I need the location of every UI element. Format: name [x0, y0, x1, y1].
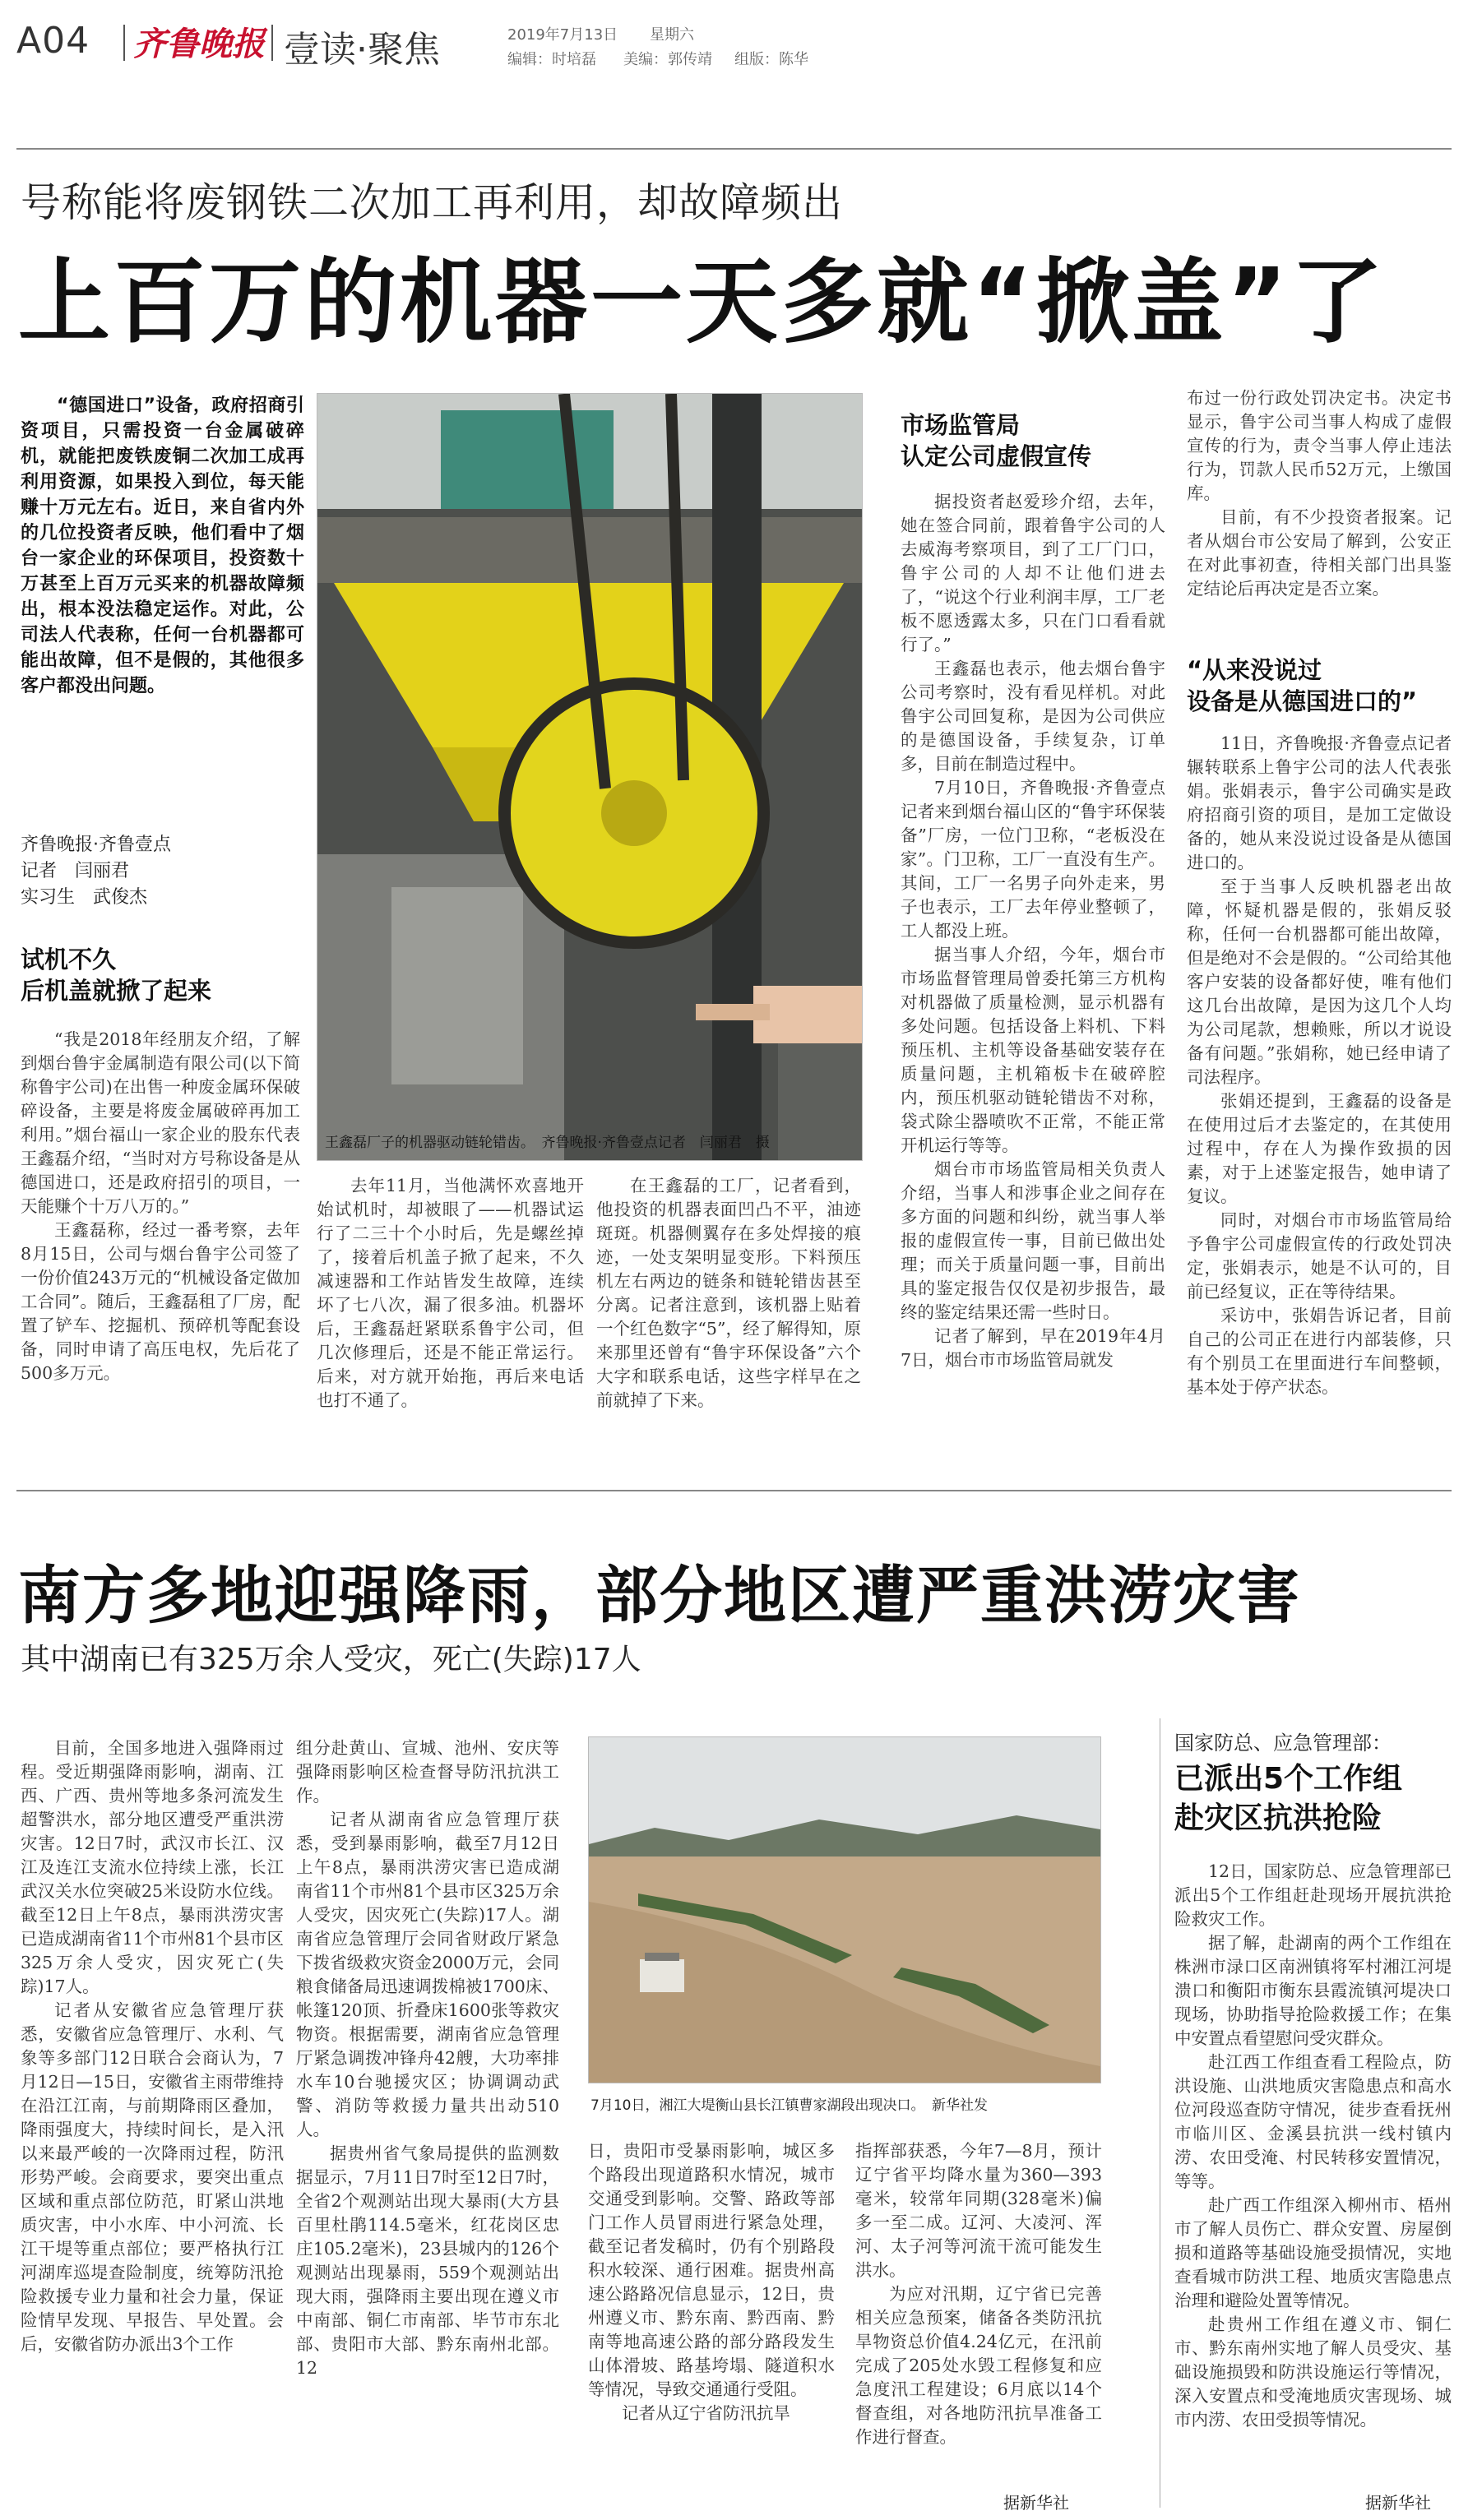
paragraph: 日，贵阳市受暴雨影响，城区多个路段出现道路积水情况，城市交通受到影响。交警、路政等部门工作人员冒雨进行紧急处理，截至记者发稿时，仍有个别路段积水较深、通行困难。据贵州高速公路路况信息显示，12日，贵州遵义市、黔东南、黔西南、黔南等地高速公路的部分路段发生山体滑坡、路基垮塌、隧道积水等情况，导致交通通行受阻。 [588, 2141, 835, 2399]
paragraph: 据了解，赴湖南的两个工作组在株洲市渌口区南洲镇将军村湘江河堤溃口和衡阳市衡东县霞流镇河堤决口现场，协助指导抢险救援工作；在集中安置点看望慰问受灾群众。 [1174, 1933, 1452, 2048]
article2-column-3 [588, 2139, 835, 2513]
paragraph: 去年11月，当他满怀欢喜地开始试机时，却被眼了——机器试运行了二三十个小时后，先是螺丝掉了，接着后机盖子掀了起来，不久减速器和工作站皆发生故障，连续坏了七八次，漏了很多油。机器坏后，王鑫磊赶紧联系鲁宇公司，但几次修理后，还是不能正常运行。后来，对方就开始拖，再后来电话也打不通了。 [317, 1176, 584, 1410]
paragraph: 记者从湖南省应急管理厅获悉，受到暴雨影响，截至7月12日上午8点，暴雨洪涝灾害已造成湖南省11个市州81个县市区325万余人受灾，因灾死亡(失踪)17人。湖南省应急管理厅会同省财政厅紧急下拨省级救灾资金2000万元，会同粮食储备局迅速调拨棉被1700床、帐篷120顶、折叠床1600张等救灾物资。根据需要，湖南省应急管理厅紧急调拨冲锋舟42艘，大功率排水车10台驰援灾区；协调调动武警、消防等救援力量共出动510人。 [296, 1810, 559, 2139]
section-title: 壹读·聚焦 [284, 29, 440, 71]
paragraph: 7月10日，齐鲁晚报·齐鲁壹点记者来到烟台福山区的“鲁宇环保装备”厂房，一位门卫称，“老板没在家”。门卫称，工厂一直没有生产。其间，工厂一名男子向外走来，男子也表示，工厂去年停业整顿了，工人都没上班。 [901, 778, 1165, 941]
sidebar-kicker: 国家防总、应急管理部： [1174, 1732, 1392, 1755]
article2-subhead: 其中湖南已有325万余人受灾，死亡(失踪)17人 [21, 1643, 641, 1676]
page-number: A04 [16, 20, 90, 62]
sidebar-source: 据新华社 [1365, 2493, 1431, 2513]
article1-column-1 [21, 1028, 300, 1462]
paragraph: 布过一份行政处罚决定书。决定书显示，鲁宇公司当事人构成了虚假宣传的行为，责令当事人停止违法行为，罚款人民币52万元，上缴国库。 [1187, 388, 1452, 503]
paragraph: 记者了解到，早在2019年4月7日，烟台市市场监管局就发 [901, 1326, 1165, 1370]
header-rule [16, 148, 1452, 150]
paragraph: 据当事人介绍，今年，烟台市市场监督管理局曾委托第三方机构对机器做了质量检测，显示机器有多处问题。包括设备上料机、下料预压机、主机等设备基础安装存在质量问题，主机箱板卡在破碎腔内，预压机驱动链轮错齿不对称，袋式除尘器喷吹不正常，不能正常开机运行等等。 [901, 945, 1165, 1155]
issue-date: 2019年7月13日 [507, 26, 618, 44]
paragraph: 王鑫磊也表示，他去烟台鲁宇公司考察时，没有看见样机。对此鲁宇公司回复称，是因为公司供应的是德国设备，手续复杂，订单多，目前在制造过程中。 [901, 659, 1165, 774]
article1-kicker: 号称能将废钢铁二次加工再利用，却故障频出 [21, 179, 844, 226]
article2-headline: 南方多地迎强降雨，部分地区遭严重洪涝灾害 [18, 1559, 1301, 1632]
byline-3: 实习生 武俊杰 [21, 887, 148, 908]
paragraph: 指挥部获悉，今年7—8月，预计辽宁省平均降水量为360—393毫米，较常年同期(328毫米)偏多一至二成。辽河、大凌河、浑河、太子河等河流干流可能发生洪水。 [855, 2141, 1102, 2280]
article1-column-4 [901, 490, 1165, 1462]
paragraph: 赴贵州工作组在遵义市、铜仁市、黔东南州实地了解人员受灾、基础设施损毁和防洪设施运行等情况，深入安置点和受淹地质灾害现场、城市内涝、农田受损等情况。 [1174, 2314, 1452, 2430]
paragraph: 同时，对烟台市市场监管局给予鲁宇公司虚假宣传的行政处罚决定，张娟表示，她是不认可的，目前已经复议，正在等待结果。 [1187, 1210, 1452, 1302]
article1-column-3 [596, 1174, 861, 1462]
paragraph: 目前，全国多地进入强降雨过程。受近期强降雨影响，湖南、江西、广西、贵州等地多条河流发生超警洪水，部分地区遭受严重洪涝灾害。12日7时，武汉市长江、汉江及连江支流水位持续上涨，长江武汉关水位突破25米设防水位线。截至12日上午8点，暴雨洪涝灾害已造成湖南省11个市州81个县市区325万余人受灾，因灾死亡(失踪)17人。 [21, 1738, 284, 1996]
paragraph: 据投资者赵爱珍介绍，去年，她在签合同前，跟着鲁宇公司的人去威海考察项目，到了工厂门口，鲁宇公司的人却不让他们进去了，“说这个行业利润丰厚，工厂老板不愿透露太多，只在门口看看就行了。” [901, 492, 1165, 654]
flood-photo [588, 1736, 1101, 2083]
paragraph: 至于当事人反映机器老出故障，怀疑机器是假的，张娟反驳称，任何一台机器都可能出故障，但是绝对不会是假的。“公司给其他客户安装的设备都好使，唯有他们这几台出故障，是因为这几个人均为公司尾款，想赖账，所以才说设备有问题。”张娟称，她已经申请了司法程序。 [1187, 876, 1452, 1087]
article1-column-5 [1187, 386, 1452, 638]
editor-credit: 编辑：时培磊 [507, 51, 596, 68]
paragraph: 记者从辽宁省防汛抗旱 [622, 2403, 790, 2423]
subhead-trial: 试机不久 后机盖就掀了起来 [21, 946, 212, 1005]
article1-column-2 [317, 1174, 584, 1462]
paragraph: 在王鑫磊的工厂，记者看到，他投资的机器表面凹凸不平，油迹斑斑。机器侧翼存在多处焊接的痕迹，一处支架明显变形。下料预压机左右两边的链条和链轮错齿甚至分离。记者注意到，该机器上贴着一个红色数字“5”，经了解得知，原来那里还曾有“鲁宇环保设备”六个大字和联系电话，这些字样早在之前就掉了下来。 [596, 1176, 861, 1410]
article2-column-4 [855, 2139, 1102, 2485]
paragraph: 赴江西工作组查看工程险点，防洪设施、山洪地质灾害隐患点和高水位河段巡查防守情况，徒步查看抚州市临川区、金溪县抗洪一线村镇内涝、农田受淹、村民转移安置情况，等等。 [1174, 2052, 1452, 2191]
subhead-market-regulator: 市场监管局 认定公司虚假宣传 [901, 411, 1092, 470]
paragraph: 为应对汛期，辽宁省已完善相关应急预案，储备各类防汛抗旱物资总价值4.24亿元，在汛前完成了205处水毁工程修复和应急度汛工程建设；6月底以14个督查组，对各地防汛抗旱准备工作进行督查。 [855, 2284, 1102, 2447]
paragraph: 王鑫磊称，经过一番考察，去年8月15日，公司与烟台鲁宇公司签了一份价值243万元的“机械设备定做加工合同”。随后，王鑫磊租了厂房，配置了铲车、挖掘机、预碎机等配套设备，同时申请了高压电权，先后花了500多万元。 [21, 1220, 300, 1383]
paragraph: 组分赴黄山、宣城、池州、安庆等强降雨影响区检查督导防汛抗洪工作。 [296, 1738, 559, 1806]
section-divider [16, 1490, 1452, 1491]
paragraph: 目前，有不少投资者报案。记者从烟台市公安局了解到，公安正在对此事初查，待相关部门出具鉴定结论后再决定是否立案。 [1187, 507, 1452, 599]
paragraph: “我是2018年经朋友介绍，了解到烟台鲁宇金属制造有限公司(以下简称鲁宇公司)在出售一种废金属环保破碎设备，主要是将废金属破碎再加工利用。”烟台福山一家企业的股东代表王鑫磊介绍，“当时对方号称设备是从德国进口，还是政府招引的项目，一天能赚个十万八万的。” [21, 1029, 300, 1216]
machine-photo-illustration [317, 394, 862, 1160]
machine-photo-caption: 王鑫磊厂子的机器驱动链轮错齿。 齐鲁晚报·齐鲁壹点记者 闫丽君 摄 [325, 1135, 770, 1151]
issue-weekday: 星期六 [650, 26, 694, 44]
article1-headline: 上百万的机器一天多就“掀盖”了 [18, 249, 1387, 356]
paragraph: 记者从安徽省应急管理厅获悉，安徽省应急管理厅、水利、气象等多部门12日联合会商认为，7月12日—15日，安徽省主雨带维持在沿江江南，与前期降雨区叠加，降雨强度大，持续时间长，是入汛以来最严峻的一次降雨过程，防汛形势严峻。会商要求，要突出重点区域和重点部位防范，盯紧山洪地质灾害，中小水库、中小河流、长江干堤等重点部位；要严格执行江河湖库巡堤查险制度，统筹防汛抢险救援专业力量和社会力量，保证险情早发现、早报告、早处置。会后，安徽省防办派出3个工作 [21, 2000, 284, 2354]
paragraph: 赴广西工作组深入柳州市、梧州市了解人员伤亡、群众安置、房屋倒损和道路等基础设施受损情况，实地查看城市防洪工程、地质灾害隐患点治理和避险处置等情况。 [1174, 2195, 1452, 2310]
article2-column-2 [296, 1736, 559, 2513]
paragraph: 烟台市市场监管局相关负责人介绍，当事人和涉事企业之间存在多方面的问题和纠纷，就当事人举报的虚假宣传一事，目前已做出处理；而关于质量问题一事，目前出具的鉴定报告仅仅是初步报告，最终的鉴定结果还需一些时日。 [901, 1159, 1165, 1322]
paragraph: 张娟还提到，王鑫磊的设备是在使用过后才去鉴定的，在其使用过程中，存在人为操作致损的因素，对于上述鉴定报告，她申请了复议。 [1187, 1091, 1452, 1206]
paragraph: 据贵州省气象局提供的监测数据显示，7月11日7时至12日7时，全省2个观测站出现大暴雨(大方县百里杜鹃114.5毫米，红花岗区忠庄105.2毫米)，23县城内的126个观测站出现暴雨，559个观测站出现大雨，强降雨主要出现在遵义市中南部、铜仁市南部、毕节市东北部、贵阳市大部、黔东南州北部。12 [296, 2143, 559, 2378]
header-divider [123, 25, 125, 61]
paragraph: 12日，国家防总、应急管理部已派出5个工作组赶赴现场开展抗洪抢险救灾工作。 [1174, 1861, 1452, 1929]
flood-photo-illustration [589, 1737, 1100, 2083]
subhead-not-imported: “从来没说过 设备是从德国进口的” [1187, 656, 1418, 715]
sidebar-column [1174, 1860, 1452, 2468]
paragraph: 采访中，张娟告诉记者，目前自己的公司正在进行内部装修，只有个别员工在里面进行车间整顿，基本处于停产状态。 [1187, 1306, 1452, 1397]
newspaper-logo: 齐鲁晚报 [133, 25, 265, 63]
machine-photo [317, 393, 863, 1161]
flood-photo-caption: 7月10日，湘江大堤衡山县长江镇曹家湖段出现决口。 新华社发 [590, 2097, 988, 2114]
sidebar-headline: 已派出5个工作组 赴灾区抗洪抢险 [1174, 1762, 1403, 1835]
paragraph: 11日，齐鲁晚报·齐鲁壹点记者辗转联系上鲁宇公司的法人代表张娟。张娟表示，鲁宇公司确实是政府招商引资的项目，是加工定做设备的，她从来没说过设备是从德国进口的。 [1187, 733, 1452, 872]
article1-lead: “德国进口”设备，政府招商引资项目，只需投资一台金属破碎机，就能把废铁废铜二次加工成再利用资源，如果投入到位，每天能赚十万元左右。近日，来自省内外的几位投资者反映，他们看中了烟台一家企业的环保项目，投资数十万甚至上百万元买来的机器故障频出，根本没法稳定运作。对此，公司法人代表称，任何一台机器都可能出故障，但不是假的，其他很多客户都没出问题。 [21, 395, 304, 696]
byline-2: 记者 闫丽君 [21, 861, 130, 881]
art-editor-credit: 美编：郭传靖 [623, 51, 712, 68]
article2-source: 据新华社 [1003, 2493, 1069, 2513]
header-divider-2 [271, 25, 273, 61]
article2-column-1 [21, 1736, 284, 2513]
byline-1: 齐鲁晚报·齐鲁壹点 [21, 835, 171, 855]
article1-column-6 [1187, 732, 1452, 1462]
proofer-credit: 组版：陈华 [734, 51, 808, 68]
